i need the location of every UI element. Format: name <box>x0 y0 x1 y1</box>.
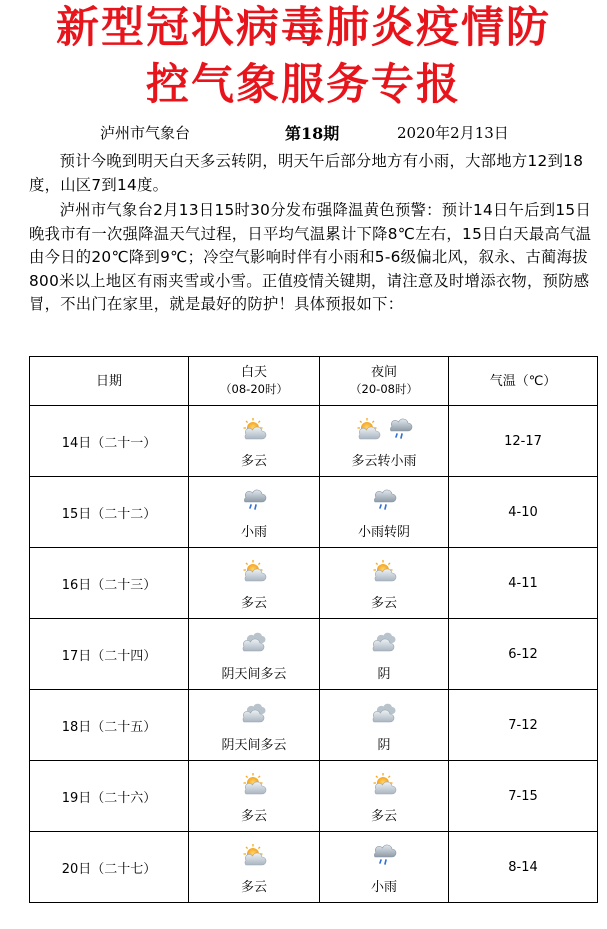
table-row <box>30 761 598 832</box>
light-rain-icon <box>386 417 414 441</box>
day-weather-label: 阴天间多云 <box>221 666 287 682</box>
header-day <box>189 357 320 406</box>
row-date: 17日（二十四） <box>30 619 189 690</box>
issuer-org: 泸州市气象台 <box>100 124 191 142</box>
issue-date: 2020年2月13日 <box>397 124 509 142</box>
row-night <box>320 619 449 690</box>
night-weather-label: 阴 <box>377 737 391 753</box>
warning-paragraph: 泸州市气象台2月13日15时30分发布强降温黄色预警：预计14日午后到15日晚我市有一次强降温天气过程，日平均气温累计下降8℃左右，15日白天最高气温由今日的20℃降到9℃；冷空气影响时伴有小雨和5-6级偏北风，叙永、古蔺海拔800米以上地区有雨夹雪或小雪。正值疫情关键期，请注意及时增添衣物，预防感冒，不出门在家里，就是最好的防护！具体预报如下： <box>29 201 592 313</box>
night-weather-label: 阴 <box>377 666 391 682</box>
overcast-icon <box>240 630 268 654</box>
row-night <box>320 690 449 761</box>
header-temp: 气温（℃） <box>449 357 598 406</box>
table-row <box>30 832 598 903</box>
night-weather-icons <box>370 627 398 657</box>
night-weather-icons <box>354 414 414 444</box>
day-weather-label: 多云 <box>240 808 267 824</box>
row-day <box>189 548 320 619</box>
row-night <box>320 761 449 832</box>
header-day-sub: （08-20时） <box>220 382 288 396</box>
partly-cloudy-icon <box>354 417 382 441</box>
table-row <box>30 548 598 619</box>
row-night <box>320 832 449 903</box>
row-date: 14日（二十一） <box>30 406 189 477</box>
row-day <box>189 477 320 548</box>
row-night <box>320 477 449 548</box>
day-weather-icons <box>240 840 268 870</box>
night-weather-label: 小雨 <box>370 879 397 895</box>
day-weather-label: 多云 <box>240 595 267 611</box>
header-night <box>320 357 449 406</box>
row-day <box>189 406 320 477</box>
table-row <box>30 477 598 548</box>
header-date: 日期 <box>30 357 189 406</box>
table-row <box>30 406 598 477</box>
row-day <box>189 832 320 903</box>
row-date: 20日（二十七） <box>30 832 189 903</box>
row-day <box>189 619 320 690</box>
row-date: 18日（二十五） <box>30 690 189 761</box>
partly-cloudy-icon <box>240 772 268 796</box>
day-weather-icons <box>240 556 268 586</box>
day-weather-icons <box>240 698 268 728</box>
row-temp: 7-15 <box>449 761 598 832</box>
row-day <box>189 761 320 832</box>
row-date: 16日（二十三） <box>30 548 189 619</box>
row-temp: 4-11 <box>449 548 598 619</box>
forecast-summary: 预计今晚到明天白天多云转阴，明天午后部分地方有小雨，大部地方12到18度，山区7到14度。 <box>29 152 584 194</box>
issue-number: 第18期 <box>285 124 340 143</box>
night-weather-label: 小雨转阴 <box>357 524 410 540</box>
row-temp: 6-12 <box>449 619 598 690</box>
row-day <box>189 690 320 761</box>
issue-meta <box>0 119 607 145</box>
row-temp: 7-12 <box>449 690 598 761</box>
table-row <box>30 690 598 761</box>
title-line-1: 新型冠状病毒肺炎疫情防 <box>56 3 551 53</box>
table-header-row <box>30 357 598 406</box>
overcast-icon <box>370 701 398 725</box>
overcast-icon <box>240 701 268 725</box>
row-temp: 4-10 <box>449 477 598 548</box>
night-weather-label: 多云转小雨 <box>351 453 417 469</box>
row-temp: 12-17 <box>449 406 598 477</box>
day-weather-icons <box>240 414 268 444</box>
row-date: 15日（二十二） <box>30 477 189 548</box>
overcast-icon <box>370 630 398 654</box>
night-weather-icons <box>370 840 398 870</box>
header-day-label: 白天 <box>240 365 267 380</box>
day-weather-label: 多云 <box>240 453 267 469</box>
light-rain-icon <box>370 488 398 512</box>
row-night <box>320 406 449 477</box>
day-weather-icons <box>240 769 268 799</box>
light-rain-icon <box>240 488 268 512</box>
header-night-label: 夜间 <box>370 365 397 380</box>
light-rain-icon <box>370 843 398 867</box>
day-weather-label: 小雨 <box>240 524 267 540</box>
row-temp: 8-14 <box>449 832 598 903</box>
partly-cloudy-icon <box>370 559 398 583</box>
night-weather-label: 多云 <box>370 808 397 824</box>
row-night <box>320 548 449 619</box>
partly-cloudy-icon <box>240 843 268 867</box>
day-weather-icons <box>240 485 268 515</box>
night-weather-label: 多云 <box>370 595 397 611</box>
row-date: 19日（二十六） <box>30 761 189 832</box>
partly-cloudy-icon <box>240 417 268 441</box>
day-weather-icons <box>240 627 268 657</box>
title-line-2: 控气象服务专报 <box>146 60 461 110</box>
night-weather-icons <box>370 485 398 515</box>
table-row <box>30 619 598 690</box>
forecast-table <box>29 356 598 903</box>
header-night-sub: （20-08时） <box>350 382 418 396</box>
partly-cloudy-icon <box>240 559 268 583</box>
day-weather-label: 阴天间多云 <box>221 737 287 753</box>
day-weather-label: 多云 <box>240 879 267 895</box>
night-weather-icons <box>370 698 398 728</box>
night-weather-icons <box>370 769 398 799</box>
partly-cloudy-icon <box>370 772 398 796</box>
night-weather-icons <box>370 556 398 586</box>
